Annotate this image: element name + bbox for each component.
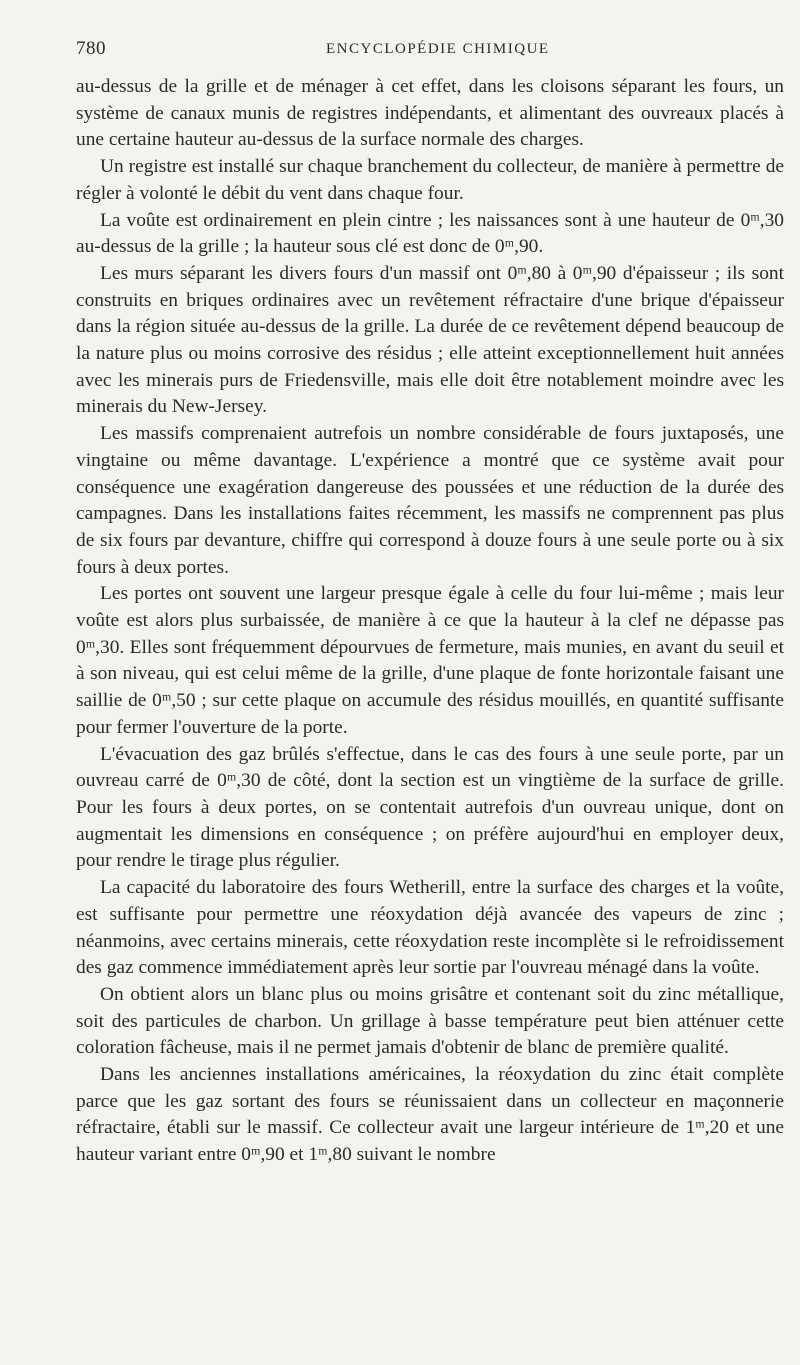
paragraph: La capacité du laboratoire des fours Wetherill, entre la surface des charges et la voûte, est suffisante pour permettre une réoxydation déjà avancée des vapeurs de zinc ; néanmoins, avec certains minerais, cette réoxydation reste incomplète si le refroidissement des gaz commence immédiatement après leur sortie par l'ouvreau ménagé dans la voûte.: [76, 877, 784, 979]
paragraph: au-dessus de la grille et de ménager à cet effet, dans les cloisons séparant les fours, un système de canaux munis de registres indépendants, et alimentant des ouvreaux placés à une certaine hauteur au-dessus de la surface normale des charges.: [76, 76, 784, 151]
paragraph: On obtient alors un blanc plus ou moins grisâtre et contenant soit du zinc métallique, soit des particules de charbon. Un grillage à basse température peut bien atténuer cette coloration fâcheuse, mais il ne permet jamais d'obtenir de blanc de première qualité.: [76, 983, 784, 1059]
paragraph: Les massifs comprenaient autrefois un nombre considérable de fours juxtaposés, une vingtaine ou même davantage. L'expérience a montré que ce système avait pour conséquence une exagération dangereuse des poussées et une réduction de la durée des campagnes. Dans les installations faites récemment, les massifs ne comprennent pas plus de six fours par devanture, chiffre qui correspond à douze fours à une seule porte ou à six fours à deux portes.: [76, 423, 784, 578]
paragraph: La voûte est ordinairement en plein cintre ; les naissances sont à une hauteur de 0ᵐ,30 au-dessus de la grille ; la hauteur sous clé est donc de 0ᵐ,90.: [76, 209, 784, 258]
paragraph: Un registre est installé sur chaque branchement du collecteur, de manière à permettre de régler à volonté le débit du vent dans chaque four.: [76, 156, 784, 204]
paragraph: Les murs séparant les divers fours d'un massif ont 0ᵐ,80 à 0ᵐ,90 d'épaisseur ; ils sont construits en briques ordinaires avec un revêtement réfractaire d'une brique d'épaisseur dans la région située au-dessus de la grille. La durée de ce revêtement dépend beaucoup de la nature plus ou moins corrosive des résidus ; elle atteint exceptionnellement huit années avec les minerais purs de Friedensville, mais elle doit être notablement moindre avec les minerais du New-Jersey.: [76, 262, 784, 418]
running-title: ENCYCLOPÉDIE CHIMIQUE: [326, 41, 550, 57]
page-number: 780: [76, 38, 106, 59]
body-text: [76, 74, 784, 1169]
paragraph: L'évacuation des gaz brûlés s'effectue, dans le cas des fours à une seule porte, par un ouvreau carré de 0ᵐ,30 de côté, dont la section est un vingtième de la surface de grille. Pour les fours à deux portes, on se contentait autrefois d'un ouvreau unique, dont on augmentait les dimensions en conséquence ; on préfère aujourd'hui en employer deux, pour rendre le tirage plus régulier.: [76, 743, 784, 872]
paragraph: Les portes ont souvent une largeur presque égale à celle du four lui-même ; mais leur voûte est alors plus surbaissée, de manière à ce que la hauteur à la clef ne dépasse pas 0ᵐ,30. Elles sont fréquemment dépourvues de fermeture, mais munies, en avant du seuil et à son niveau, qui est celui même de la grille, d'une plaque de fonte horizontale faisant une saillie de 0ᵐ,50 ; sur cette plaque on accumule des résidus mouillés, en quantité suffisante pour fermer l'ouverture de la porte.: [76, 583, 784, 738]
page-header: [76, 38, 780, 62]
paragraph: Dans les anciennes installations américaines, la réoxydation du zinc était complète parce que les gaz sortant des fours se réunissaient dans un collecteur en maçonnerie réfractaire, établi sur le massif. Ce collecteur avait une largeur intérieure de 1ᵐ,20 et une hauteur variant entre 0ᵐ,90 et 1ᵐ,80 suivant le nombre: [76, 1064, 784, 1166]
